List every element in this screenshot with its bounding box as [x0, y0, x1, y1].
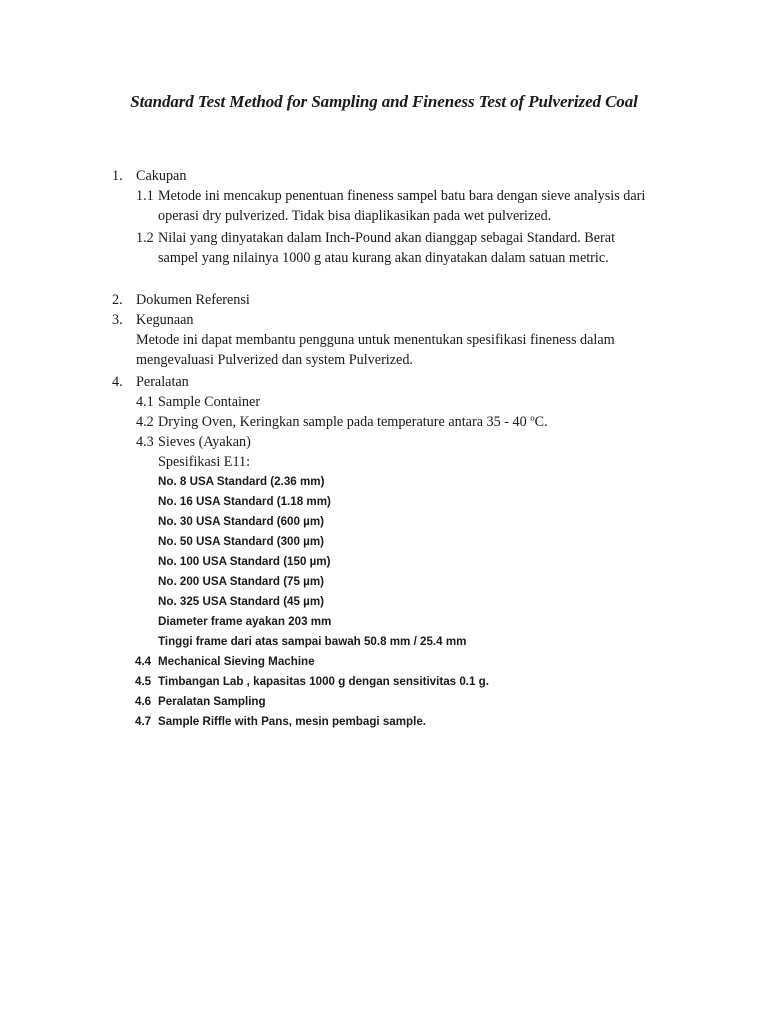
item-1-1-number: 1.1 — [136, 188, 154, 204]
sieve-frame-diameter: Diameter frame ayakan 203 mm — [158, 615, 332, 628]
section-3-number: 3. — [112, 312, 123, 328]
item-4-4-text: Mechanical Sieving Machine — [158, 655, 315, 668]
sieve-spec-item: No. 325 USA Standard (45 µm) — [158, 595, 325, 608]
sieve-spec-item: No. 8 USA Standard (2.36 mm) — [158, 475, 325, 488]
item-4-4-number: 4.4 — [135, 655, 152, 668]
section-3-text-line2: mengevaluasi Pulverized dan system Pulverized. — [136, 352, 413, 368]
item-1-2-number: 1.2 — [136, 230, 154, 246]
item-4-3-number: 4.3 — [136, 434, 154, 450]
item-1-2-text-line2: sampel yang nilainya 1000 g atau kurang akan dinyatakan dalam satuan metric. — [158, 250, 609, 266]
item-4-1-text: Sample Container — [158, 394, 261, 410]
section-2-number: 2. — [112, 292, 123, 308]
item-4-5-number: 4.5 — [135, 675, 152, 688]
sieve-spec-item: No. 30 USA Standard (600 µm) — [158, 515, 325, 528]
item-1-2-text-line1: Nilai yang dinyatakan dalam Inch-Pound akan dianggap sebagai Standard. Berat — [158, 230, 616, 246]
sieve-spec-item: No. 200 USA Standard (75 µm) — [158, 575, 325, 588]
sieve-frame-height: Tinggi frame dari atas sampai bawah 50.8 mm / 25.4 mm — [158, 635, 467, 648]
section-3-heading: Kegunaan — [136, 312, 194, 328]
item-1-1-text-line2: operasi dry pulverized. Tidak bisa diaplikasikan pada wet pulverized. — [158, 208, 552, 224]
section-4-heading: Peralatan — [136, 374, 189, 390]
sieve-spec-item: No. 16 USA Standard (1.18 mm) — [158, 495, 331, 508]
item-4-7-number: 4.7 — [135, 715, 152, 728]
section-3-text-line1: Metode ini dapat membantu pengguna untuk menentukan spesifikasi fineness dalam — [136, 332, 615, 348]
item-4-2-text: Drying Oven, Keringkan sample pada temperature antara 35 - 40 ºC. — [158, 414, 548, 430]
section-2-heading: Dokumen Referensi — [136, 292, 250, 308]
item-4-6-text: Peralatan Sampling — [158, 695, 266, 708]
item-4-3-text: Sieves (Ayakan) — [158, 434, 251, 450]
item-1-1-text-line1: Metode ini mencakup penentuan fineness sampel batu bara dengan sieve analysis dari — [158, 188, 646, 204]
document-title: Standard Test Method for Sampling and Fineness Test of Pulverized Coal — [130, 92, 638, 111]
section-1-number: 1. — [112, 168, 123, 184]
sieve-spec-item: No. 50 USA Standard (300 µm) — [158, 535, 325, 548]
item-4-6-number: 4.6 — [135, 695, 152, 708]
item-4-1-number: 4.1 — [136, 394, 154, 410]
section-1-heading: Cakupan — [136, 168, 187, 184]
item-4-7-text: Sample Riffle with Pans, mesin pembagi sample. — [158, 715, 427, 728]
sieve-spec-item: No. 100 USA Standard (150 µm) — [158, 555, 331, 568]
item-4-5-text: Timbangan Lab , kapasitas 1000 g dengan sensitivitas 0.1 g. — [158, 675, 489, 688]
section-4-number: 4. — [112, 374, 123, 390]
spec-label: Spesifikasi E11: — [158, 454, 251, 470]
item-4-2-number: 4.2 — [136, 414, 154, 430]
